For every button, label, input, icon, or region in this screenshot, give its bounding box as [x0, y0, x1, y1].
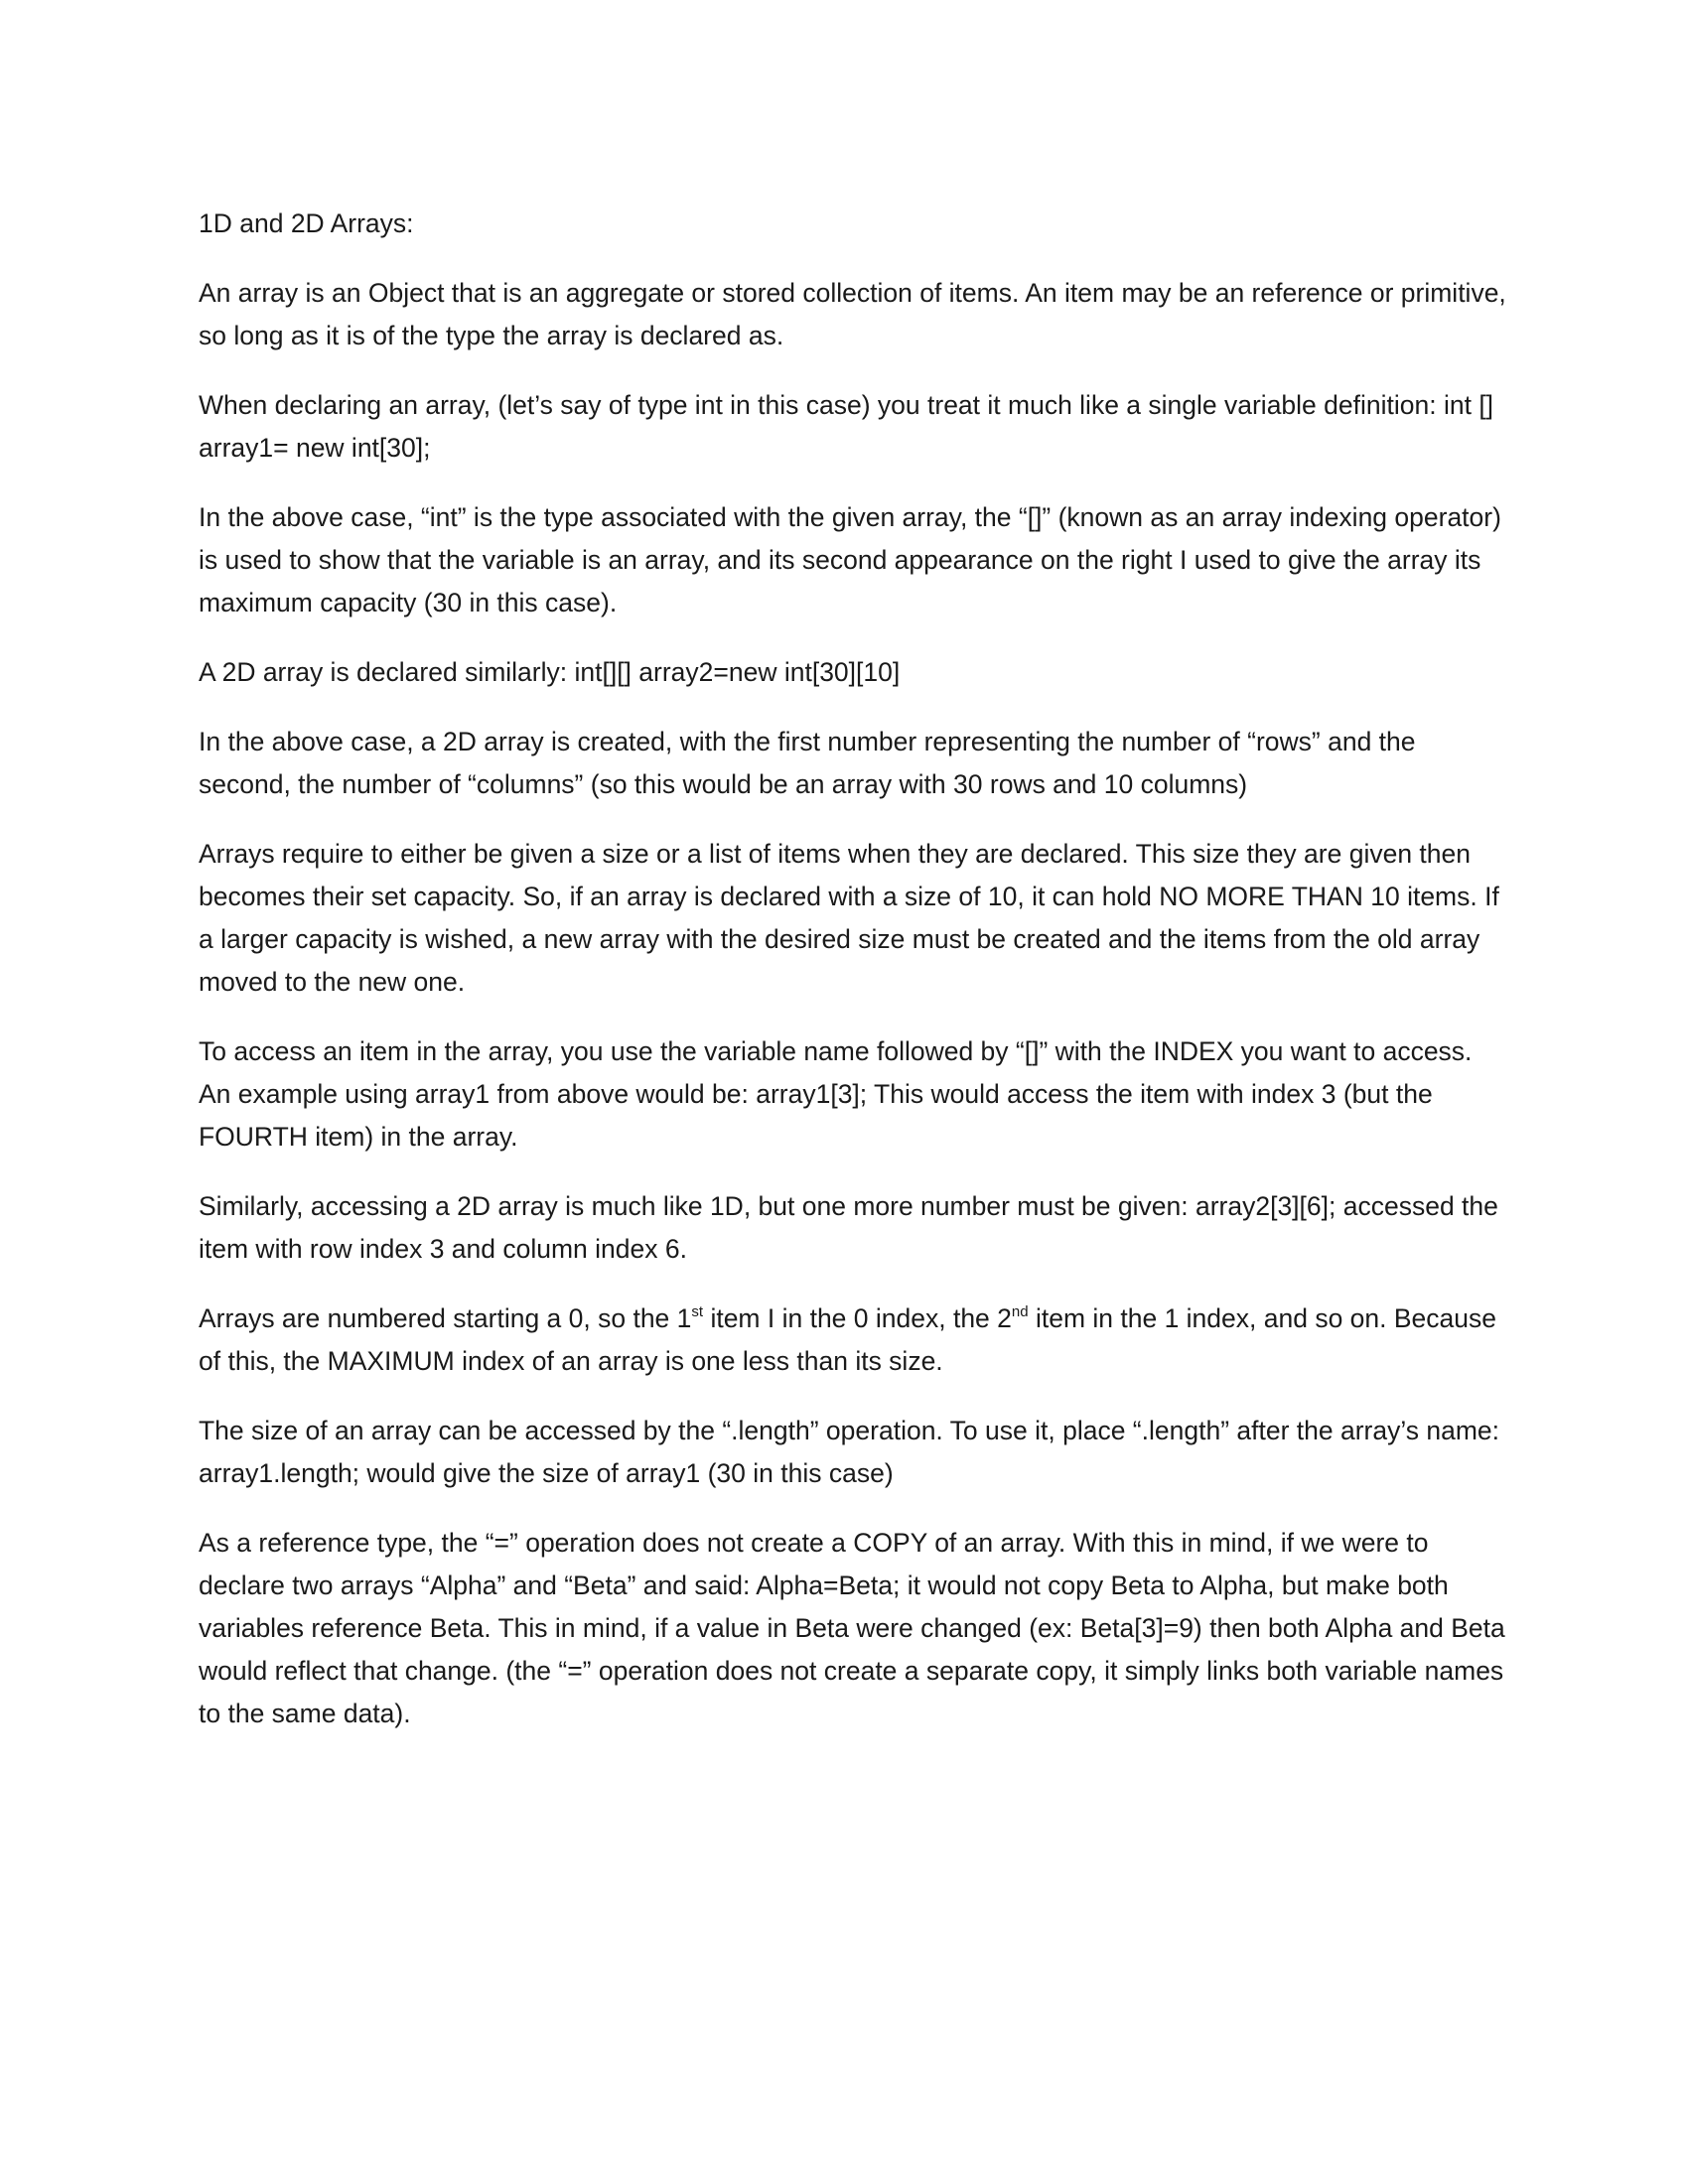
paragraph-declaration-explained: In the above case, “int” is the type associated with the given array, the “[]” (known as an array indexing operator) is used to show that the variable is an array, and its second appearance on the right I used to give the array its maximum capacity (30 in this case). — [199, 502, 1501, 617]
document-page — [199, 203, 1509, 1762]
paragraph-access-2d: Similarly, accessing a 2D array is much like 1D, but one more number must be given: array2[3][6]; accessed the item with row index 3 and column index 6. — [199, 1191, 1498, 1264]
paragraph-2d-declaration: A 2D array is declared similarly: int[][] array2=new int[30][10] — [199, 657, 901, 687]
indexing-text-c: item in the 1 index, and so on. Because of this, the MAXIMUM index of an array is one less than its size. — [199, 1303, 1497, 1376]
indexing-text-b: item I in the 0 index, the 2 — [703, 1303, 1012, 1333]
paragraph-rows-columns: In the above case, a 2D array is created, with the first number representing the number of “rows” and the second, the number of “columns” (so this would be an array with 30 rows and 10 columns) — [199, 727, 1416, 799]
paragraph-array-definition: An array is an Object that is an aggregate or stored collection of items. An item may be an reference or primitive, so long as it is of the type the array is declared as. — [199, 278, 1506, 350]
superscript-st: st — [691, 1303, 704, 1320]
paragraph-declaring-array: When declaring an array, (let’s say of type int in this case) you treat it much like a single variable definition: int [] array1= new int[30]; — [199, 390, 1494, 463]
document-heading: 1D and 2D Arrays: — [199, 208, 414, 238]
paragraph-length: The size of an array can be accessed by the “.length” operation. To use it, place “.length” after the array’s name: array1.length; would give the size of array1 (30 in this case) — [199, 1416, 1500, 1488]
paragraph-access-item: To access an item in the array, you use the variable name followed by “[]” with the INDEX you want to access. An example using array1 from above would be: array1[3]; This would access the item with index 3 (but the FOURTH item) in the array. — [199, 1036, 1473, 1152]
paragraph-capacity: Arrays require to either be given a size or a list of items when they are declared. This size they are given then becomes their set capacity. So, if an array is declared with a size of 10, it can hold NO MORE THAN 10 items. If a larger capacity is wished, a new array with the desired size must be created and the items from the old array moved to the new one. — [199, 839, 1499, 997]
paragraph-reference-type: As a reference type, the “=” operation does not create a COPY of an array. With this in mind, if we were to declare two arrays “Alpha” and “Beta” and said: Alpha=Beta; it would not copy Beta to Alpha, but make both variables reference Beta. This in mind, if a value in Beta were changed (ex: Beta[3]=9) then both Alpha and Beta would reflect that change. (the “=” operation does not create a separate copy, it simply links both variable names to the same data). — [199, 1528, 1505, 1728]
paragraph-indexing — [199, 1297, 1509, 1383]
indexing-text-a: Arrays are numbered starting a 0, so the 1 — [199, 1303, 692, 1333]
superscript-nd: nd — [1011, 1303, 1029, 1320]
